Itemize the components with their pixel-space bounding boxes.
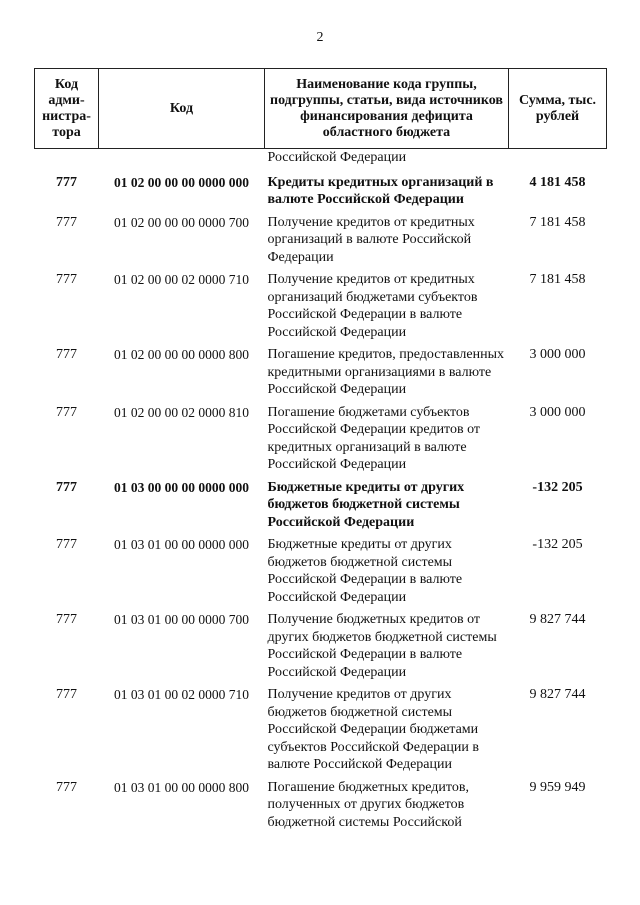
cell-admin-code: 777 (56, 537, 77, 552)
table-row (35, 268, 607, 343)
cell-sum: 7 181 458 (529, 272, 586, 287)
cell-admin-code: 777 (56, 779, 77, 795)
cell-sum: 9 959 949 (529, 779, 586, 795)
cell-sum: -132 205 (532, 479, 583, 495)
cell-code: 01 02 00 00 00 0000 700 (114, 214, 249, 230)
cell-sum: 3 000 000 (529, 404, 586, 420)
cell-name: Получение кредитов от кредитных организаций в валюте Российской Федерации (267, 214, 475, 265)
cell-admin-code: 777 (56, 612, 77, 627)
header-admin-code: Код адми-нистра-тора (35, 69, 99, 149)
table-row (35, 608, 607, 683)
continuation-row (35, 149, 607, 171)
header-code: Код (99, 69, 265, 149)
cell-name: Получение кредитов от кредитных организаций бюджетами субъектов Российской Федерации в валюте Российской Федерации (267, 272, 478, 340)
cell-code: 01 03 01 00 00 0000 700 (114, 612, 249, 627)
continuation-text: Российской Федерации (267, 150, 407, 165)
page-number: 2 (316, 30, 324, 45)
table-row (35, 683, 607, 776)
cell-admin-code: 777 (56, 214, 77, 230)
table-row (35, 211, 607, 269)
cell-admin-code: 777 (56, 404, 77, 420)
cell-sum: 9 827 744 (529, 612, 586, 627)
cell-code: 01 03 01 00 00 0000 800 (114, 779, 249, 795)
cell-code: 01 02 00 00 00 0000 800 (114, 347, 249, 362)
budget-sources-table (34, 68, 607, 833)
cell-code: 01 03 01 00 02 0000 710 (114, 687, 249, 702)
header-name: Наименование кода группы, подгруппы, статьи, вида источников финансирования дефицита областного бюджета (265, 69, 509, 149)
table-row (35, 533, 607, 608)
cell-name: Бюджетные кредиты от других бюджетов бюджетной системы Российской Федерации (267, 479, 465, 530)
cell-name: Кредиты кредитных организаций в валюте Российской Федерации (267, 174, 494, 207)
cell-name: Погашение бюджетных кредитов, полученных от других бюджетов бюджетной системы Российской (267, 779, 469, 830)
header-sum: Сумма, тыс. рублей (509, 69, 607, 149)
table-row (35, 401, 607, 476)
cell-code: 01 02 00 00 00 0000 000 (114, 174, 249, 190)
table-body (35, 149, 607, 834)
cell-sum: 9 827 744 (529, 687, 586, 702)
cell-code: 01 03 01 00 00 0000 000 (114, 537, 249, 552)
table-row (35, 343, 607, 401)
cell-admin-code: 777 (56, 174, 77, 190)
cell-name: Получение кредитов от других бюджетов бюджетной системы Российской Федерации бюджетами субъектов Российской Федерации в валюте Российской Федерации (267, 687, 479, 772)
table-row (35, 171, 607, 211)
cell-admin-code: 777 (56, 687, 77, 702)
cell-code: 01 02 00 00 02 0000 810 (114, 404, 249, 420)
cell-admin-code: 777 (56, 479, 77, 495)
cell-admin-code: 777 (56, 347, 77, 362)
cell-code: 01 03 00 00 00 0000 000 (114, 479, 249, 495)
cell-name: Погашение кредитов, предоставленных кредитными организациями в валюте Российской Федерации (267, 347, 504, 397)
cell-code: 01 02 00 00 02 0000 710 (114, 272, 249, 287)
cell-sum: 3 000 000 (529, 347, 586, 362)
table-header-row (35, 69, 607, 149)
cell-name: Бюджетные кредиты от других бюджетов бюджетной системы Российской Федерации в валюте Российской Федерации (267, 537, 463, 605)
cell-sum: -132 205 (532, 537, 583, 552)
table-row (35, 476, 607, 534)
cell-sum: 4 181 458 (529, 174, 586, 190)
table-row (35, 776, 607, 834)
cell-admin-code: 777 (56, 272, 77, 287)
cell-name: Погашение бюджетами субъектов Российской Федерации кредитов от кредитных организаций в валюте Российской Федерации (267, 404, 481, 472)
cell-sum: 7 181 458 (529, 214, 586, 230)
cell-name: Получение бюджетных кредитов от других бюджетов бюджетной системы Российской Федерации в валюте Российской Федерации (267, 612, 497, 680)
